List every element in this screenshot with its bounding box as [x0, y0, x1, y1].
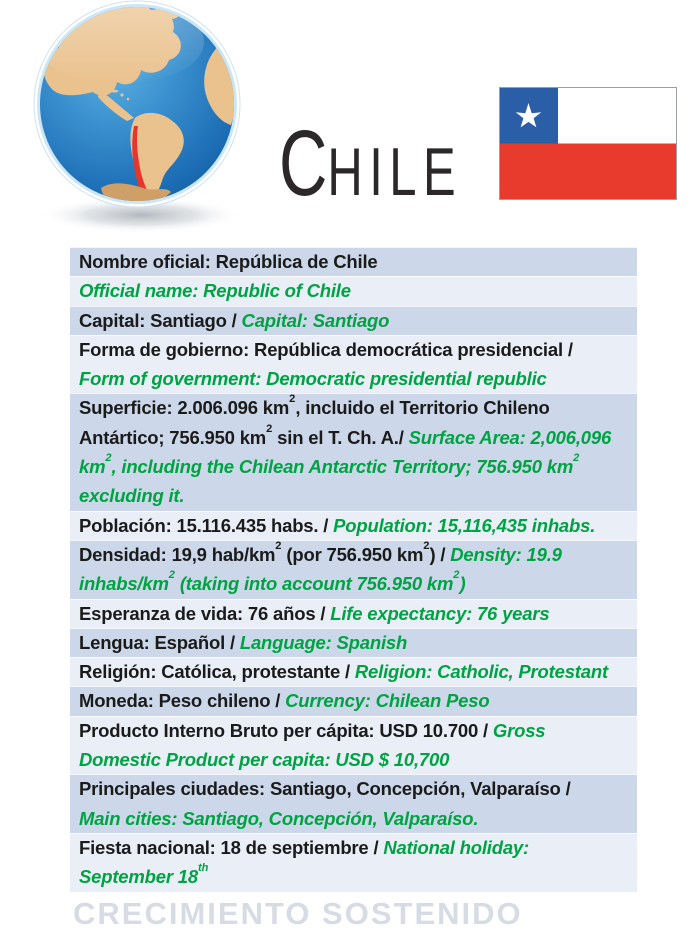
fact-row — [70, 774, 637, 833]
fact-text-spanish: Superficie: 2.006.096 $km^2$, incluido el Territorio Chileno Antártico; 756.950 $km^2$ sin el T. Ch. A./ — [79, 393, 550, 448]
fact-row — [70, 247, 637, 276]
fact-text-english: Capital: Santiago — [241, 309, 390, 331]
fact-row — [70, 686, 637, 715]
fact-text-spanish: Producto Interno Bruto per cápita: USD 10.700 / — [79, 719, 493, 741]
fact-text-spanish: Nombre oficial: República de Chile — [79, 251, 378, 272]
fact-text-spanish: Esperanza de vida: 76 años / — [79, 602, 331, 624]
cropped-footer-heading: CRECIMIENTO SOSTENIDO — [73, 896, 523, 931]
fact-text-spanish: Lengua: Español / — [79, 631, 240, 653]
fact-text-spanish: Fiesta nacional: 18 de septiembre / — [79, 836, 384, 858]
fact-text-english: Language: Spanish — [239, 631, 408, 653]
caribbean-island — [127, 98, 130, 101]
fact-text-spanish: Moneda: Peso chileno / — [79, 690, 286, 712]
fact-text-spanish: Principales ciudades: Santiago, Concepción, Valparaíso / — [79, 778, 571, 800]
fact-row — [70, 599, 637, 628]
fact-text-english: Form of government: Democratic presidential republic — [79, 368, 547, 390]
title-initial: C — [279, 111, 328, 215]
fact-text-spanish: Capital: Santiago / — [79, 309, 242, 331]
fact-text-english: Density: 19.9 inhabs/$km^2$ (taking into account 756.950 $km^2$) — [79, 543, 562, 595]
chile-flag-icon — [499, 87, 677, 200]
fact-row — [70, 540, 637, 599]
globe-icon — [15, 0, 255, 240]
fact-row — [70, 511, 637, 540]
fact-text-spanish: Densidad: 19,9 hab/$km^2$ (por 756.950 $km^2$) / — [79, 539, 451, 565]
fact-text-english: Religion: Catholic, Protestant — [354, 661, 608, 683]
fact-row — [70, 306, 637, 335]
fact-row — [70, 335, 637, 394]
fact-row — [70, 833, 637, 892]
title-rest: HILE — [327, 134, 463, 210]
fact-text-english: Currency: Chilean Peso — [285, 690, 490, 712]
fact-row — [70, 276, 637, 305]
fact-text-english: Population: 15,116,435 inhabs. — [333, 514, 596, 536]
fact-row — [70, 657, 637, 686]
fact-text-english: Gross Domestic Product per capita: USD $ 10,700 — [79, 719, 546, 771]
chile-flag — [499, 87, 677, 200]
fact-text-english: National holiday: September 18th — [79, 836, 529, 888]
caribbean-island — [110, 90, 119, 93]
facts-table — [70, 247, 637, 892]
fact-row — [70, 393, 637, 510]
caribbean-island — [120, 93, 123, 96]
fact-text-english: Life expectancy: 76 years — [330, 602, 550, 624]
page-title — [279, 111, 463, 215]
flag-stripe-red — [499, 144, 677, 201]
fact-row — [70, 716, 637, 775]
fact-text-spanish: Religión: Católica, protestante / — [79, 661, 355, 683]
fact-text-english: Official name: Republic of Chile — [79, 280, 351, 302]
fact-row — [70, 628, 637, 657]
fact-text-spanish: Forma de gobierno: República democrática presidencial / — [79, 338, 573, 360]
fact-text-spanish: Población: 15.116.435 habs. / — [79, 514, 334, 536]
fact-text-english: Surface Area: 2,006,096 $km^2$, including the Chilean Antarctic Territory; 756.950 $km^2$ excluding it. — [79, 426, 612, 507]
globe-illustration — [15, 0, 255, 240]
fact-text-english: Main cities: Santiago, Concepción, Valparaíso. — [79, 807, 479, 829]
